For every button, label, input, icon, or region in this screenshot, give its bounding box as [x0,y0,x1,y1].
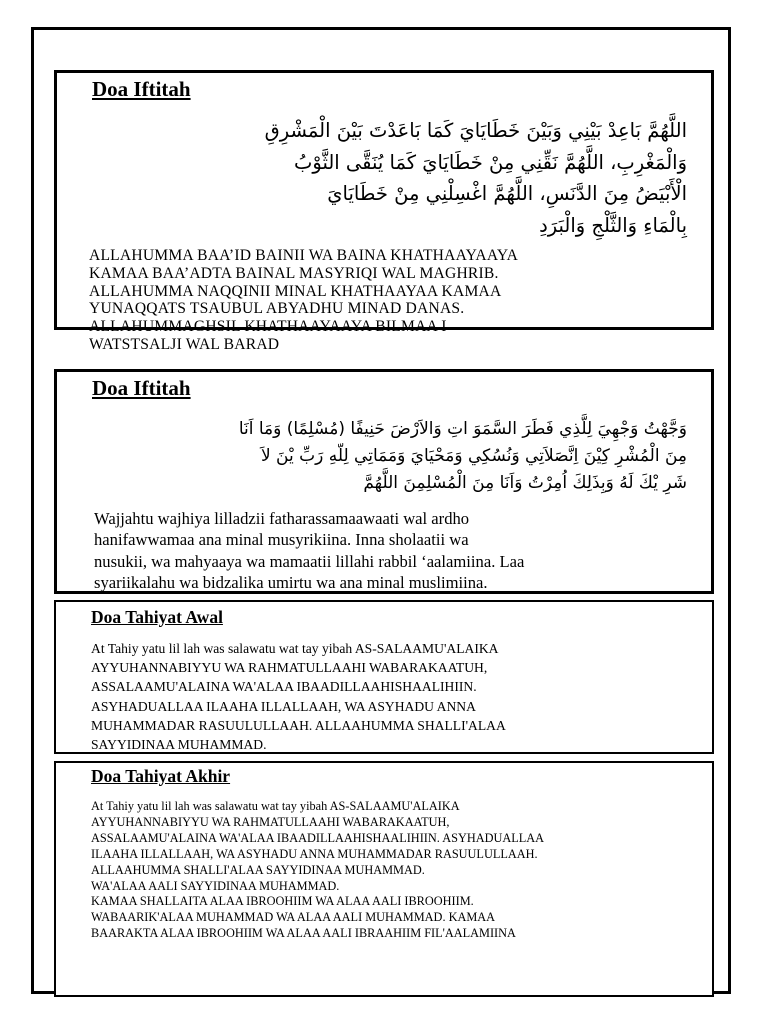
text-line: KAMAA SHALLAITA ALAA IBROOHIIM WA ALAA AALI IBROOHIIM. [91,894,474,909]
section-title: Doa Tahiyat Awal [91,607,223,627]
arabic-line: اللَّهُمَّ بَاعِدْ بَيْنِي وَبَيْنَ خَطَايَايَ كَمَا بَاعَدْتَ بَيْنَ الْمَشْرِقِ [264,119,687,142]
text-line: WABAARIK'ALAA MUHAMMAD WA ALAA AALI MUHAMMAD. KAMAA [91,910,496,925]
text-line: At Tahiy yatu lil lah was salawatu wat tay yibah AS-SALAAMU'ALAIKA [91,799,460,813]
text-line: hanifawwamaa ana minal musyrikiina. Inna sholaatii wa [94,530,469,550]
arabic-line: شَرِ يْكَ لَهُ وَبِذَلِكَ اُمِرْتُ وَاَنَا مِنَ الْمُسْلِمِنَ اللَّهُمَّ [363,473,687,493]
section-title: Doa Tahiyat Akhir [91,766,231,786]
text-line: AYYUHANNABIYYU WA RAHMATULLAAHI WABARAKAATUH, [91,660,488,676]
text-line: ALLAHUMMAGHSIL KHATHAAYAAYA BILMAA I [89,318,447,336]
section-title: Doa Iftitah [92,376,191,400]
text-line: At Tahiy yatu lil lah was salawatu wat tay yibah AS-SALAAMU'ALAIKA [91,641,499,656]
section-doa-tahiyat-awal [54,600,714,754]
arabic-line: وَالْمَغْرِبِ، اللَّهُمَّ نَقِّنِي مِنْ خَطَايَايَ كَمَا يُنَقَّى الثَّوْبُ [294,150,687,174]
text-line: ALLAAHUMMA SHALLI'ALAA SAYYIDINAA MUHAMMAD. [91,862,425,877]
text-line: ALLAHUMMA NAQQINII MINAL KHATHAAYAA KAMAA [89,282,502,300]
text-line: Wajjahtu wajhiya lilladzii fatharassamaawaati wal ardho [94,509,470,528]
text-line: MUHAMMADAR RASUULULLAAH. ALLAAHUMMA SHALLI'ALAA [91,717,506,733]
section-doa-iftitah-2 [54,369,714,594]
arabic-text [87,416,687,497]
text-line: ILAAHA ILLALLAAH, WA ASYHADU ANNA MUHAMMADAR RASUULULLAAH. [91,846,538,861]
text-line: SAYYIDINAA MUHAMMAD. [91,737,267,753]
arabic-text [87,115,687,241]
text-line: WA'ALAA AALI SAYYIDINAA MUHAMMAD. [91,878,340,893]
text-line: ALLAHUMMA BAA’ID BAINII WA BAINA KHATHAAYAAYA [89,247,519,264]
text-line: syariikalahu wa bidzalika umirtu wa ana minal muslimiina. [94,572,488,592]
prayer-text [91,799,544,942]
text-line: WATSTSALJI WAL BARAD [89,335,280,353]
section-doa-tahiyat-akhir [54,761,714,997]
text-line: BAARAKTA ALAA IBROOHIIM WA ALAA AALI IBRAAHIIM FIL'AALAMIINA [91,926,516,941]
text-line: YUNAQQATS TSAUBUL ABYADHU MINAD DANAS. [89,300,465,318]
section-title: Doa Iftitah [92,77,191,101]
arabic-line: بِالْمَاءِ وَالثَّلْجِ وَالْبَرَدِ [539,213,687,237]
transliteration-text [94,508,524,593]
text-line: nusukii, wa mahyaaya wa mamaatii lillahi rabbil ‘aalamiina. Laa [94,551,525,571]
prayer-text [91,639,506,754]
arabic-line: وَجَّهْتُ وَجْهِيَ لِلَّذِي فَطَرَ السَّمَوَ اتِ وَالاَرْضَ حَنِيفًا (مُسْلِمًا) وَمَا اَنَا [238,419,687,439]
arabic-line: الْأَبْيَضُ مِنَ الدَّنَسِ، اللَّهُمَّ اغْسِلْنِي مِنْ خَطَايَايَ [327,182,687,205]
text-line: ASSALAAMU'ALAINA WA'ALAA IBAADILLAAHISHAALIHIIN. ASYHADUALLAA [91,830,545,845]
transliteration-text [89,247,518,354]
arabic-line: مِنَ الْمُشْرِ كِيْنَ اِنَّصَلاَتِي وَنُسُكِي وَمَحْيَايَ وَمَمَاتِي لِلّهِ رَبِّ يْنَ لاَ [260,446,687,466]
text-line: AYYUHANNABIYYU WA RAHMATULLAAHI WABARAKAATUH, [91,814,450,829]
text-line: ASSALAAMU'ALAINA WA'ALAA IBAADILLAAHISHAALIHIIN. [91,679,477,695]
text-line: KAMAA BAA’ADTA BAINAL MASYRIQI WAL MAGHRIB. [89,264,499,282]
text-line: ASYHADUALLAA ILAAHA ILLALLAAH, WA ASYHADU ANNA [91,698,476,714]
